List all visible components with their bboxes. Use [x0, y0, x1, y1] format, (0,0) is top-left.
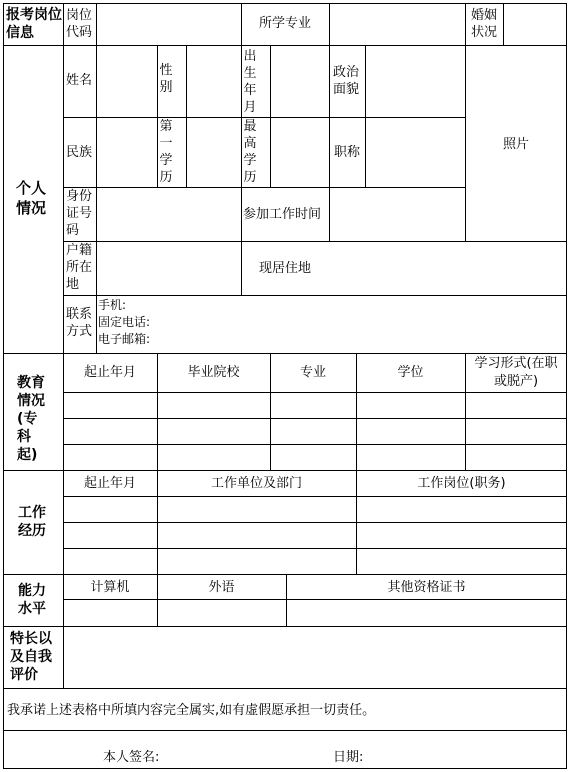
email-label: 电子邮箱: — [98, 332, 151, 346]
row-divider — [3, 470, 567, 471]
row-divider — [3, 688, 567, 689]
section-label-ability: 能力水平 — [18, 583, 46, 617]
mobile-label: 手机: — [98, 298, 127, 312]
work-header-position: 工作岗位(职务) — [417, 476, 506, 491]
row-divider — [63, 295, 567, 296]
title-label: 职称 — [334, 145, 361, 160]
col-divider — [465, 353, 466, 470]
row-divider — [3, 574, 567, 575]
ethnicity-label: 民族 — [66, 145, 93, 160]
highest-degree-field[interactable] — [271, 118, 328, 186]
section-label-personal: 个人情况 — [16, 179, 47, 217]
row-divider — [63, 522, 567, 523]
work-header-employer: 工作单位及部门 — [210, 476, 302, 491]
work-header-period: 起止年月 — [83, 476, 136, 491]
major-field[interactable] — [330, 4, 464, 44]
first-degree-field[interactable] — [187, 118, 240, 186]
date-label: 日期: — [333, 750, 364, 765]
ability-header-language: 外语 — [208, 580, 235, 595]
row-divider — [3, 730, 567, 731]
work-start-label: 参加工作时间 — [243, 207, 322, 222]
ability-header-computer: 计算机 — [90, 580, 130, 595]
title-field[interactable] — [366, 118, 464, 186]
signature-label: 本人签名: — [103, 750, 160, 765]
residence-field[interactable] — [330, 242, 566, 294]
marital-label: 婚姻状况 — [471, 8, 498, 40]
ethnicity-field[interactable] — [97, 118, 156, 186]
work-start-field[interactable] — [330, 188, 464, 240]
political-field[interactable] — [366, 46, 464, 116]
row-divider — [63, 548, 567, 549]
row-divider — [63, 392, 567, 393]
hukou-label: 户籍所在地 — [66, 243, 93, 292]
gender-label: 性别 — [159, 63, 173, 95]
section-label-education: 教育情况(专科起) — [17, 375, 45, 463]
edu-header-period: 起止年月 — [83, 365, 136, 380]
highest-degree-label: 最高学历 — [243, 119, 257, 185]
id-label: 身份证号码 — [66, 189, 93, 238]
edu-header-major: 专业 — [299, 365, 326, 380]
post-code-label: 岗位代码 — [66, 8, 93, 40]
political-label: 政治面貌 — [333, 65, 360, 97]
row-divider — [63, 599, 567, 600]
name-field[interactable] — [97, 46, 156, 116]
birth-field[interactable] — [271, 46, 328, 116]
major-label: 所学专业 — [258, 16, 311, 31]
phone-label: 固定电话: — [98, 315, 151, 329]
photo-placeholder: 照片 — [502, 137, 529, 152]
marital-field[interactable] — [504, 4, 566, 44]
edu-header-study-mode: 学习形式(在职或脱产) — [474, 356, 558, 389]
section-label-self-eval: 特长以及自我评价 — [10, 631, 52, 683]
edu-header-school: 毕业院校 — [187, 365, 240, 380]
row-divider — [3, 353, 567, 354]
pledge-text: 我承诺上述表格中所填内容完全属实,如有虚假愿承担一切责任。 — [7, 703, 376, 718]
section-label-post-info: 报考岗位信息 — [6, 7, 62, 41]
name-label: 姓名 — [66, 73, 93, 88]
id-field[interactable] — [97, 188, 240, 240]
row-divider — [63, 496, 567, 497]
self-eval-field[interactable] — [64, 627, 566, 687]
ability-header-certificates: 其他资格证书 — [387, 580, 466, 595]
row-divider — [63, 418, 567, 419]
first-degree-label: 第一学历 — [159, 119, 173, 185]
hukou-field[interactable] — [97, 242, 240, 294]
gender-field[interactable] — [187, 46, 240, 116]
row-divider — [63, 444, 567, 445]
contact-label: 联系方式 — [66, 307, 93, 339]
edu-header-degree: 学位 — [397, 365, 424, 380]
residence-label: 现居住地 — [258, 261, 311, 276]
col-divider — [465, 3, 466, 45]
section-label-work: 工作经历 — [18, 505, 46, 539]
birth-label: 出生年月 — [243, 49, 257, 115]
post-code-field[interactable] — [97, 4, 240, 44]
